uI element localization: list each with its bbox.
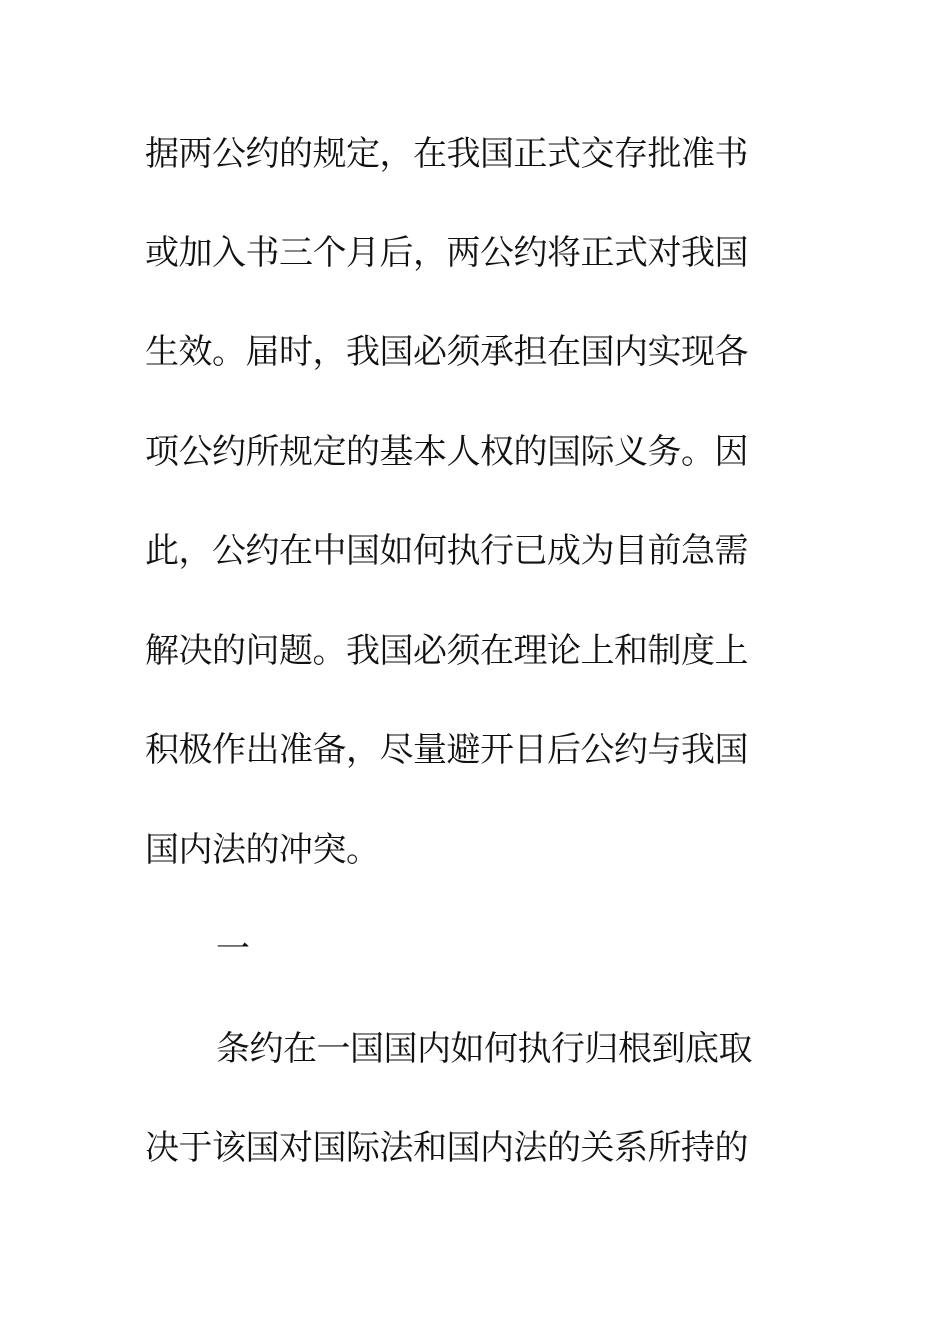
text-line: 此，公约在中国如何执行已成为目前急需 <box>145 531 748 571</box>
text-line: 解决的问题。我国必须在理论上和制度上 <box>145 631 748 671</box>
text-line: 生效。届时，我国必须承担在国内实现各 <box>145 332 748 372</box>
text-line: 条约在一国国内如何执行归根到底取 <box>216 1029 752 1069</box>
text-line: 项公约所规定的基本人权的国际义务。因 <box>145 432 748 472</box>
text-line: 决于该国对国际法和国内法的关系所持的 <box>145 1128 748 1168</box>
text-line: 国内法的冲突。 <box>145 830 380 870</box>
section-heading: 一 <box>216 929 250 969</box>
text-line: 或加入书三个月后，两公约将正式对我国 <box>145 233 748 273</box>
text-line: 据两公约的规定，在我国正式交存批准书 <box>145 134 748 174</box>
text-line: 积极作出准备，尽量避开日后公约与我国 <box>145 730 748 770</box>
